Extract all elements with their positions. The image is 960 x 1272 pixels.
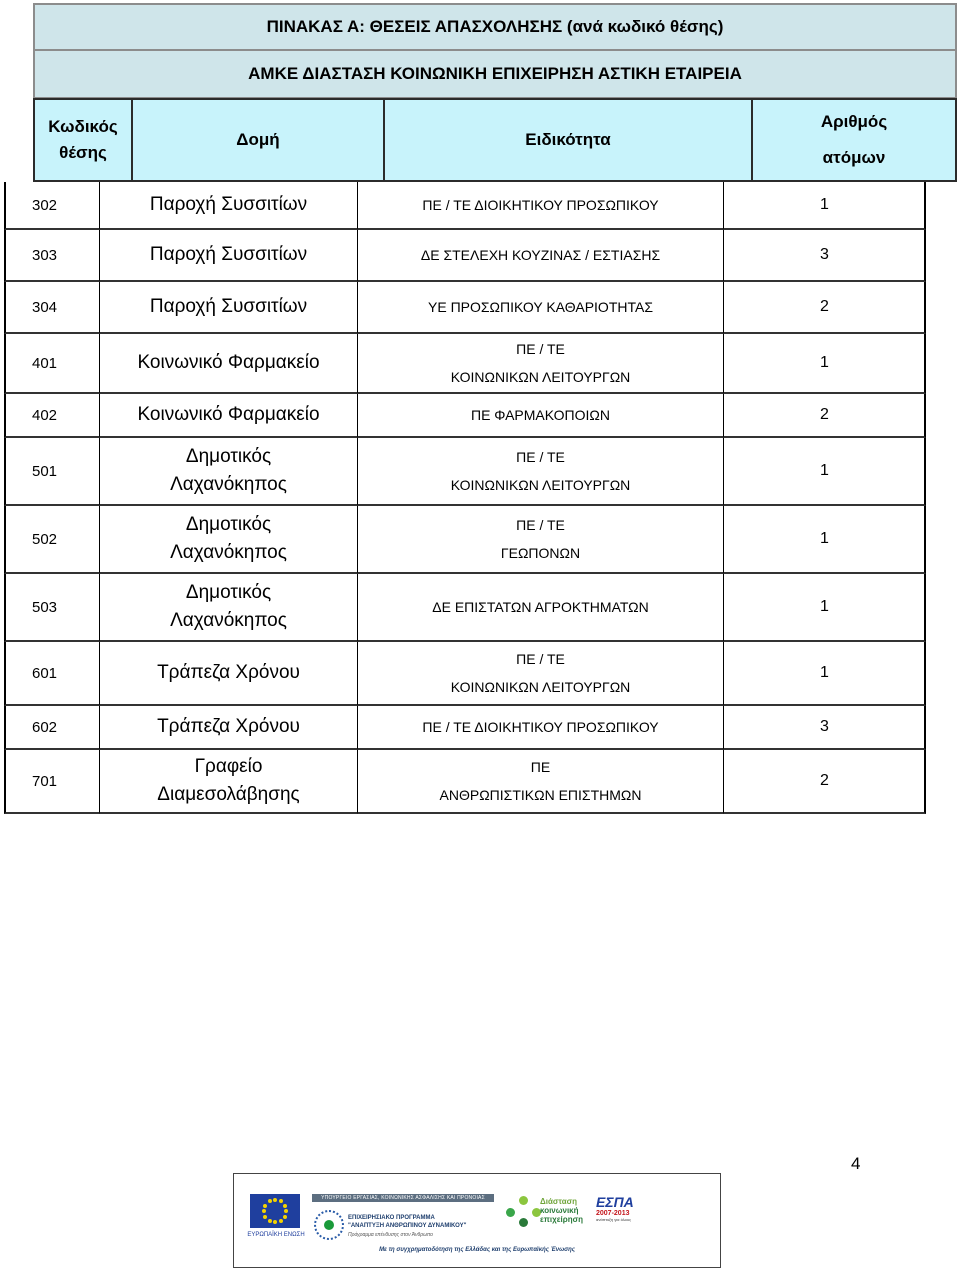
- cell-code: [4, 574, 99, 642]
- specialty-line: ΑΝΘΡΩΠΙΣΤΙΚΩΝ ΕΠΙΣΤΗΜΩΝ: [439, 787, 642, 803]
- cell-count: [723, 438, 926, 506]
- structure-line: Δημοτικός: [185, 514, 272, 535]
- cell-code: [4, 394, 99, 438]
- cell-count: [723, 230, 926, 282]
- code-text: 503: [32, 598, 58, 616]
- table-row: [4, 182, 926, 230]
- eu-star-icon: [283, 1215, 287, 1219]
- count-text: 2: [820, 298, 829, 315]
- header-code-line1: Κωδικός: [48, 117, 118, 136]
- cell-specialty: [357, 230, 723, 282]
- code-text: 401: [32, 354, 58, 372]
- ministry-ribbon: ΥΠΟΥΡΓΕΙΟ ΕΡΓΑΣΙΑΣ, ΚΟΙΝΩΝΙΚΗΣ ΑΣΦΑΛΙΣΗΣ ΚΑΙ ΠΡΟΝΟΙΑΣ: [312, 1194, 494, 1202]
- specialty-line: ΠΕ: [530, 759, 551, 775]
- cell-code: [4, 706, 99, 750]
- eu-star-icon: [279, 1219, 283, 1223]
- header-count: [751, 98, 957, 182]
- funding-logos-banner: [233, 1173, 721, 1268]
- eu-star-icon: [283, 1204, 287, 1208]
- header-code-line2: θέσης: [59, 143, 107, 162]
- cell-structure: [99, 574, 357, 642]
- structure-line: Λαχανόκηπος: [170, 474, 287, 495]
- count-text: 2: [820, 406, 829, 423]
- count-text: 1: [820, 664, 829, 681]
- table-row: [4, 394, 926, 438]
- header-structure: Δομή: [131, 98, 385, 182]
- espa-years: 2007-2013: [596, 1210, 630, 1217]
- code-text: 302: [32, 196, 58, 214]
- code-text: 303: [32, 246, 58, 264]
- program-line2: "ΑΝΑΠΤΥΞΗ ΑΝΘΡΩΠΙΝΟΥ ΔΥΝΑΜΙΚΟΥ": [348, 1223, 467, 1229]
- cell-code: [4, 506, 99, 574]
- eu-flag-logo: [250, 1194, 300, 1228]
- cell-specialty: [357, 706, 723, 750]
- count-text: 1: [820, 598, 829, 615]
- cell-count: [723, 706, 926, 750]
- program-subtitle: Πρόγραμμα επένδυσης στον Άνθρωπο: [348, 1232, 433, 1238]
- cell-specialty: [357, 750, 723, 814]
- cell-structure: [99, 642, 357, 706]
- cell-code: [4, 282, 99, 334]
- cell-count: [723, 574, 926, 642]
- count-text: 2: [820, 772, 829, 789]
- structure-line: Τράπεζα Χρόνου: [157, 716, 300, 737]
- operational-program-emblem: [314, 1210, 344, 1240]
- cell-structure: [99, 438, 357, 506]
- structure-line: Λαχανόκηπος: [170, 610, 287, 631]
- header-specialty: Ειδικότητα: [383, 98, 753, 182]
- eu-star-icon: [263, 1204, 267, 1208]
- espa-title: ΕΣΠΑ: [596, 1194, 634, 1210]
- count-text: 3: [820, 246, 829, 263]
- header-count-line2: ατόμων: [822, 148, 886, 167]
- count-text: 1: [820, 354, 829, 371]
- table-row: [4, 706, 926, 750]
- count-text: 1: [820, 530, 829, 547]
- specialty-line: ΠΕ / ΤΕ: [516, 517, 565, 533]
- specialty-line: ΚΟΙΝΩΝΙΚΩΝ ΛΕΙΤΟΥΡΓΩΝ: [450, 477, 631, 493]
- cell-specialty: [357, 438, 723, 506]
- cell-count: [723, 750, 926, 814]
- specialty-line: ΚΟΙΝΩΝΙΚΩΝ ΛΕΙΤΟΥΡΓΩΝ: [450, 679, 631, 695]
- espa-subtitle: ανάπτυξη για όλους: [596, 1217, 632, 1222]
- cell-specialty: [357, 506, 723, 574]
- code-text: 304: [32, 298, 58, 316]
- eu-star-icon: [268, 1219, 272, 1223]
- diastasi-line1: Διάσταση: [540, 1197, 577, 1206]
- cofinancing-note: Με τη συγχρηματοδότηση της Ελλάδας και της Ευρωπαϊκής Ένωσης: [379, 1247, 575, 1253]
- structure-line: Δημοτικός: [185, 582, 272, 603]
- specialty-line: ΔΕ ΕΠΙΣΤΑΤΩΝ ΑΓΡΟΚΤΗΜΑΤΩΝ: [432, 599, 649, 615]
- page-number: 4: [851, 1154, 861, 1173]
- cell-count: [723, 282, 926, 334]
- eu-star-icon: [263, 1215, 267, 1219]
- structure-line: Γραφείο: [194, 756, 263, 777]
- structure-line: Τράπεζα Χρόνου: [157, 662, 300, 683]
- code-text: 601: [32, 664, 58, 682]
- specialty-line: ΠΕ / ΤΕ: [516, 341, 565, 357]
- table-row: [4, 574, 926, 642]
- cell-structure: [99, 750, 357, 814]
- structure-line: Κοινωνικό Φαρμακείο: [137, 352, 320, 373]
- cell-structure: [99, 282, 357, 334]
- program-name: [348, 1214, 498, 1230]
- cell-count: [723, 334, 926, 394]
- specialty-line: ΔΕ ΣΤΕΛΕΧΗ ΚΟΥΖΙΝΑΣ / ΕΣΤΙΑΣΗΣ: [420, 247, 661, 263]
- cell-structure: [99, 182, 357, 230]
- cell-code: [4, 642, 99, 706]
- code-text: 402: [32, 406, 58, 424]
- cell-structure: [99, 334, 357, 394]
- cell-structure: [99, 230, 357, 282]
- specialty-line: ΚΟΙΝΩΝΙΚΩΝ ΛΕΙΤΟΥΡΓΩΝ: [450, 369, 631, 385]
- cell-code: [4, 750, 99, 814]
- eu-star-icon: [268, 1199, 272, 1203]
- specialty-line: ΠΕ ΦΑΡΜΑΚΟΠΟΙΩΝ: [470, 407, 611, 423]
- eu-star-icon: [273, 1220, 277, 1224]
- structure-line: Παροχή Συσσιτίων: [149, 296, 308, 317]
- specialty-line: ΓΕΩΠΟΝΩΝ: [500, 545, 581, 561]
- cell-structure: [99, 394, 357, 438]
- code-text: 602: [32, 718, 58, 736]
- code-text: 701: [32, 772, 58, 790]
- specialty-line: ΠΕ / ΤΕ ΔΙΟΙΚΗΤΙΚΟΥ ΠΡΟΣΩΠΙΚΟΥ: [422, 197, 659, 213]
- header-code: [33, 98, 133, 182]
- cell-specialty: [357, 394, 723, 438]
- table-row: [4, 230, 926, 282]
- cell-specialty: [357, 642, 723, 706]
- code-text: 502: [32, 530, 58, 548]
- espa-logo: [596, 1194, 646, 1226]
- structure-line: Παροχή Συσσιτίων: [149, 244, 308, 265]
- table-row: [4, 334, 926, 394]
- table-row: [4, 282, 926, 334]
- eu-caption: ΕΥΡΩΠΑΪΚΗ ΕΝΩΣΗ: [247, 1232, 305, 1238]
- code-text: 501: [32, 462, 58, 480]
- eu-star-icon: [279, 1199, 283, 1203]
- diastasi-logo: [506, 1196, 542, 1228]
- cell-code: [4, 182, 99, 230]
- cell-count: [723, 642, 926, 706]
- cell-specialty: [357, 574, 723, 642]
- cell-code: [4, 334, 99, 394]
- cell-specialty: [357, 182, 723, 230]
- organization-name: ΑΜΚΕ ΔΙΑΣΤΑΣΗ ΚΟΙΝΩΝΙΚΗ ΕΠΙΧΕΙΡΗΣΗ ΑΣΤΙΚΗ ΕΤΑΙΡΕΙΑ: [33, 51, 957, 99]
- diastasi-line3: επιχείρηση: [540, 1215, 583, 1224]
- eu-star-icon: [273, 1198, 277, 1202]
- structure-line: Διαμεσολάβησης: [157, 784, 300, 805]
- table-title: ΠΙΝΑΚΑΣ Α: ΘΕΣΕΙΣ ΑΠΑΣΧΟΛΗΣΗΣ (ανά κωδικό θέσης): [33, 3, 957, 51]
- count-text: 1: [820, 462, 829, 479]
- cell-count: [723, 394, 926, 438]
- eu-star-icon: [262, 1209, 266, 1213]
- table-row: [4, 642, 926, 706]
- eu-star-icon: [284, 1209, 288, 1213]
- program-line1: ΕΠΙΧΕΙΡΗΣΙΑΚΟ ΠΡΟΓΡΑΜΜΑ: [348, 1215, 435, 1221]
- specialty-line: ΥΕ ΠΡΟΣΩΠΙΚΟΥ ΚΑΘΑΡΙΟΤΗΤΑΣ: [428, 299, 653, 315]
- count-text: 1: [820, 196, 829, 213]
- specialty-line: ΠΕ / ΤΕ: [516, 651, 565, 667]
- cell-structure: [99, 506, 357, 574]
- table-row: [4, 506, 926, 574]
- table-row: [4, 750, 926, 814]
- specialty-line: ΠΕ / ΤΕ ΔΙΟΙΚΗΤΙΚΟΥ ΠΡΟΣΩΠΙΚΟΥ: [422, 719, 659, 735]
- table-row: [4, 438, 926, 506]
- cell-specialty: [357, 334, 723, 394]
- specialty-line: ΠΕ / ΤΕ: [516, 449, 565, 465]
- cell-structure: [99, 706, 357, 750]
- structure-line: Λαχανόκηπος: [170, 542, 287, 563]
- table-header: [33, 98, 957, 182]
- cell-code: [4, 230, 99, 282]
- structure-line: Κοινωνικό Φαρμακείο: [137, 404, 320, 425]
- cell-specialty: [357, 282, 723, 334]
- count-text: 3: [820, 718, 829, 735]
- cell-code: [4, 438, 99, 506]
- diastasi-line2: κοινωνική: [540, 1206, 579, 1215]
- cell-count: [723, 506, 926, 574]
- structure-line: Δημοτικός: [185, 446, 272, 467]
- cell-count: [723, 182, 926, 230]
- structure-line: Παροχή Συσσιτίων: [149, 194, 308, 215]
- header-count-line1: Αριθμός: [820, 112, 888, 131]
